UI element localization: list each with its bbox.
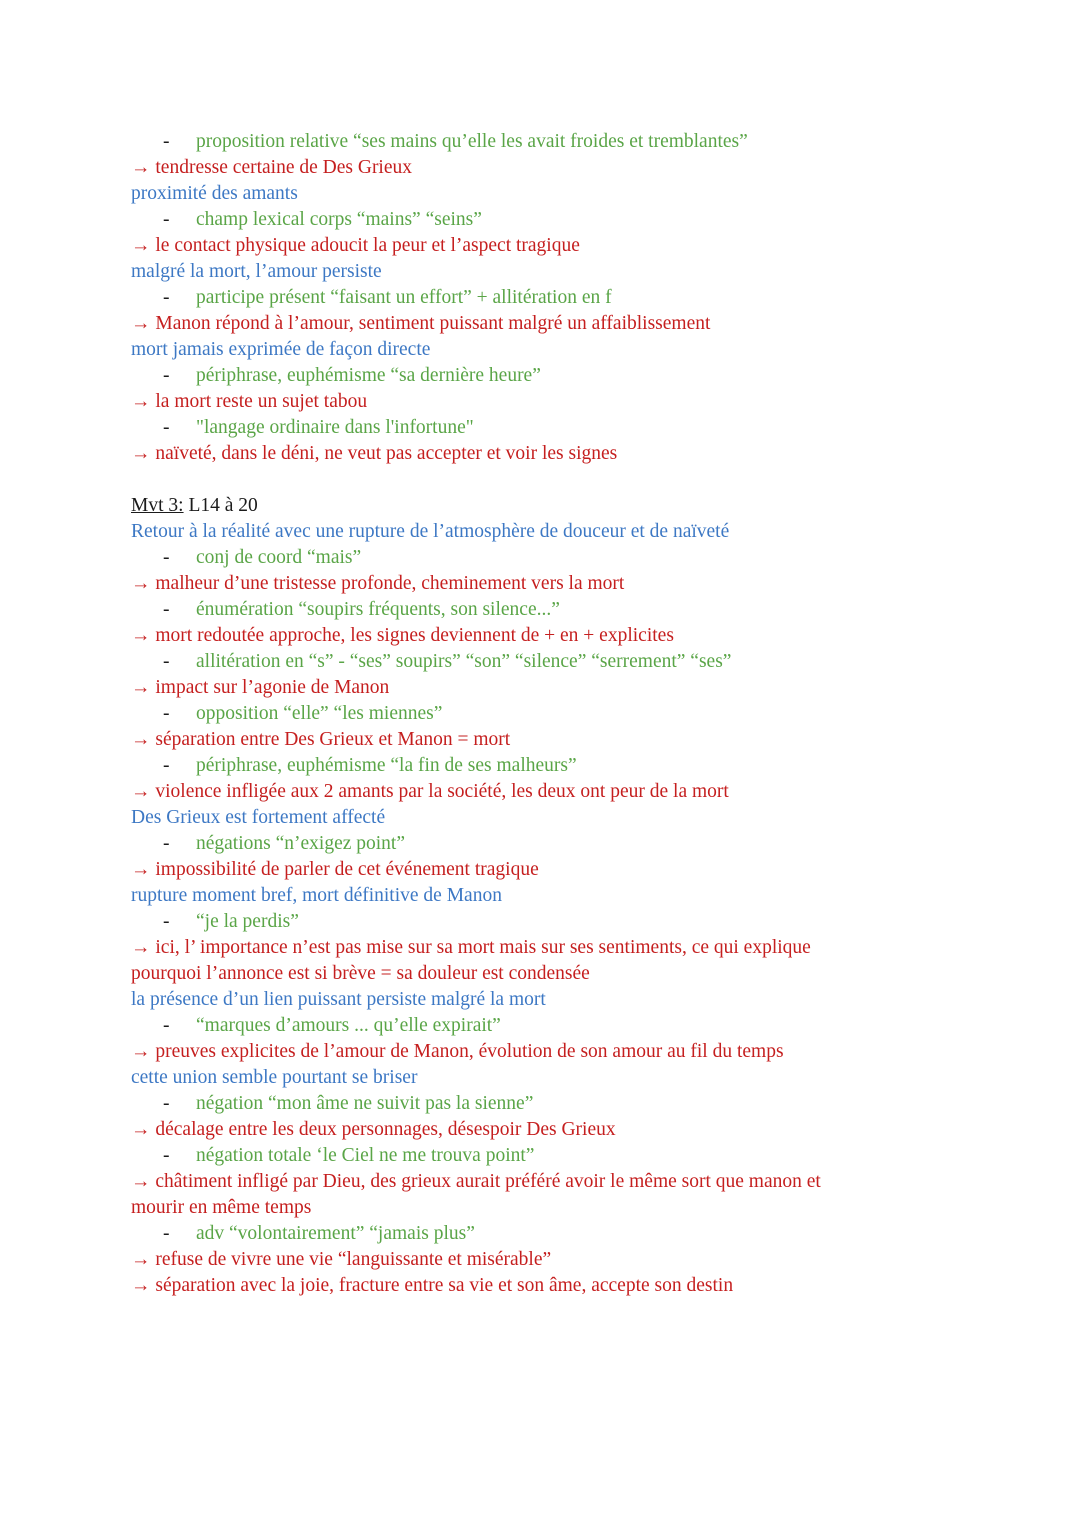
arrow-icon: → xyxy=(131,677,156,698)
arrow-icon: → xyxy=(131,1275,156,1296)
bullet-dash: - xyxy=(163,1223,170,1244)
analysis-text: malheur d’une tristesse profonde, cheminement vers la mort xyxy=(155,573,625,594)
analysis-line xyxy=(131,389,951,415)
analysis-text: preuves explicites de l’amour de Manon, évolution de son amour au fil du temps xyxy=(155,1041,784,1062)
quote-text: proposition relative “ses mains qu’elle les avait froides et tremblantes” xyxy=(196,131,748,152)
arrow-icon: → xyxy=(131,1119,156,1140)
analysis-text: naïveté, dans le déni, ne veut pas accepter et voir les signes xyxy=(155,443,618,464)
arrow-icon: → xyxy=(131,313,156,334)
bullet-dash: - xyxy=(163,599,170,620)
blank-line xyxy=(131,467,951,493)
quote-bullet xyxy=(131,1143,951,1169)
theme-line: mort jamais exprimée de façon directe xyxy=(131,339,431,360)
bullet-dash: - xyxy=(163,833,170,854)
analysis-text: châtiment infligé par Dieu, des grieux aurait préféré avoir le même sort que manon et xyxy=(155,1171,821,1192)
section-label: Mvt 3: xyxy=(131,495,184,516)
section-heading xyxy=(131,493,951,519)
analysis-line xyxy=(131,935,951,961)
quote-text: négations “n’exigez point” xyxy=(196,833,406,854)
analysis-text: Manon répond à l’amour, sentiment puissant malgré un affaiblissement xyxy=(155,313,711,334)
quote-bullet xyxy=(131,831,951,857)
theme-line: Retour à la réalité avec une rupture de l’atmosphère de douceur et de naïveté xyxy=(131,521,730,542)
theme-line: Des Grieux est fortement affecté xyxy=(131,807,386,828)
analysis-text: impact sur l’agonie de Manon xyxy=(155,677,390,698)
quote-bullet xyxy=(131,545,951,571)
quote-bullet xyxy=(131,1013,951,1039)
quote-text: périphrase, euphémisme “la fin de ses malheurs” xyxy=(196,755,577,776)
analysis-text: impossibilité de parler de cet événement tragique xyxy=(155,859,539,880)
quote-text: négation “mon âme ne suivit pas la sienne” xyxy=(196,1093,534,1114)
bullet-dash: - xyxy=(163,1093,170,1114)
arrow-icon: → xyxy=(131,443,156,464)
quote-text: champ lexical corps “mains” “seins” xyxy=(196,209,482,230)
analysis-line xyxy=(131,1273,951,1299)
quote-bullet xyxy=(131,363,951,389)
analysis-text: tendresse certaine de Des Grieux xyxy=(155,157,413,178)
quote-bullet xyxy=(131,649,951,675)
bullet-dash: - xyxy=(163,547,170,568)
bullet-dash: - xyxy=(163,417,170,438)
analysis-line xyxy=(131,727,951,753)
quote-bullet xyxy=(131,1221,951,1247)
analysis-line xyxy=(131,571,951,597)
quote-bullet xyxy=(131,909,951,935)
analysis-text: séparation entre Des Grieux et Manon = mort xyxy=(155,729,511,750)
arrow-icon: → xyxy=(131,1171,156,1192)
analysis-line xyxy=(131,779,951,805)
quote-text: énumération “soupirs fréquents, son silence...” xyxy=(196,599,560,620)
analysis-text: mort redoutée approche, les signes deviennent de + en + explicites xyxy=(155,625,674,646)
analysis-line xyxy=(131,441,951,467)
analysis-line xyxy=(131,623,951,649)
arrow-icon: → xyxy=(131,859,156,880)
quote-text: opposition “elle” “les miennes” xyxy=(196,703,443,724)
quote-bullet xyxy=(131,285,951,311)
theme-line: rupture moment bref, mort définitive de Manon xyxy=(131,885,502,906)
section-range: L14 à 20 xyxy=(183,495,258,516)
analysis-continuation: pourquoi l’annonce est si brève = sa douleur est condensée xyxy=(131,963,590,984)
analysis-line xyxy=(131,1039,951,1065)
arrow-icon: → xyxy=(131,1041,156,1062)
bullet-dash: - xyxy=(163,1145,170,1166)
quote-bullet xyxy=(131,597,951,623)
quote-text: “je la perdis” xyxy=(196,911,299,932)
analysis-line xyxy=(131,233,951,259)
arrow-icon: → xyxy=(131,391,156,412)
analysis-line xyxy=(131,311,951,337)
theme-line: cette union semble pourtant se briser xyxy=(131,1067,418,1088)
analysis-line xyxy=(131,1117,951,1143)
quote-text: “marques d’amours ... qu’elle expirait” xyxy=(196,1015,501,1036)
quote-bullet xyxy=(131,701,951,727)
quote-text: participe présent “faisant un effort” + allitération en f xyxy=(196,287,612,308)
analysis-line xyxy=(131,857,951,883)
bullet-dash: - xyxy=(163,911,170,932)
quote-bullet xyxy=(131,207,951,233)
theme-line: la présence d’un lien puissant persiste malgré la mort xyxy=(131,989,546,1010)
bullet-dash: - xyxy=(163,209,170,230)
analysis-text: séparation avec la joie, fracture entre sa vie et son âme, accepte son destin xyxy=(155,1275,734,1296)
analysis-line xyxy=(131,675,951,701)
quote-text: périphrase, euphémisme “sa dernière heure” xyxy=(196,365,541,386)
bullet-dash: - xyxy=(163,651,170,672)
arrow-icon: → xyxy=(131,573,156,594)
analysis-line xyxy=(131,1169,951,1195)
quote-bullet xyxy=(131,415,951,441)
quote-text: négation totale ‘le Ciel ne me trouva point” xyxy=(196,1145,535,1166)
analysis-text: le contact physique adoucit la peur et l’aspect tragique xyxy=(155,235,580,256)
theme-line: proximité des amants xyxy=(131,183,298,204)
analysis-text: refuse de vivre une vie “languissante et misérable” xyxy=(155,1249,552,1270)
notes-body xyxy=(131,129,951,1299)
analysis-text: violence infligée aux 2 amants par la société, les deux ont peur de la mort xyxy=(155,781,729,802)
quote-text: conj de coord “mais” xyxy=(196,547,362,568)
arrow-icon: → xyxy=(131,1249,156,1270)
arrow-icon: → xyxy=(131,781,156,802)
bullet-dash: - xyxy=(163,1015,170,1036)
quote-bullet xyxy=(131,753,951,779)
bullet-dash: - xyxy=(163,703,170,724)
analysis-continuation: mourir en même temps xyxy=(131,1197,312,1218)
theme-line: malgré la mort, l’amour persiste xyxy=(131,261,382,282)
bullet-dash: - xyxy=(163,365,170,386)
analysis-text: ici, l’ importance n’est pas mise sur sa mort mais sur ses sentiments, ce qui explique xyxy=(155,937,811,958)
arrow-icon: → xyxy=(131,729,156,750)
quote-bullet xyxy=(131,129,951,155)
analysis-line xyxy=(131,155,951,181)
analysis-text: la mort reste un sujet tabou xyxy=(155,391,368,412)
arrow-icon: → xyxy=(131,235,156,256)
arrow-icon: → xyxy=(131,157,156,178)
arrow-icon: → xyxy=(131,937,156,958)
quote-text: adv “volontairement” “jamais plus” xyxy=(196,1223,475,1244)
bullet-dash: - xyxy=(163,131,170,152)
bullet-dash: - xyxy=(163,755,170,776)
quote-text: "langage ordinaire dans l'infortune" xyxy=(196,417,474,438)
quote-bullet xyxy=(131,1091,951,1117)
analysis-text: décalage entre les deux personnages, désespoir Des Grieux xyxy=(155,1119,616,1140)
bullet-dash: - xyxy=(163,287,170,308)
arrow-icon: → xyxy=(131,625,156,646)
quote-text: allitération en “s” - “ses” soupirs” “son” “silence” “serrement” “ses” xyxy=(196,651,732,672)
analysis-line xyxy=(131,1247,951,1273)
